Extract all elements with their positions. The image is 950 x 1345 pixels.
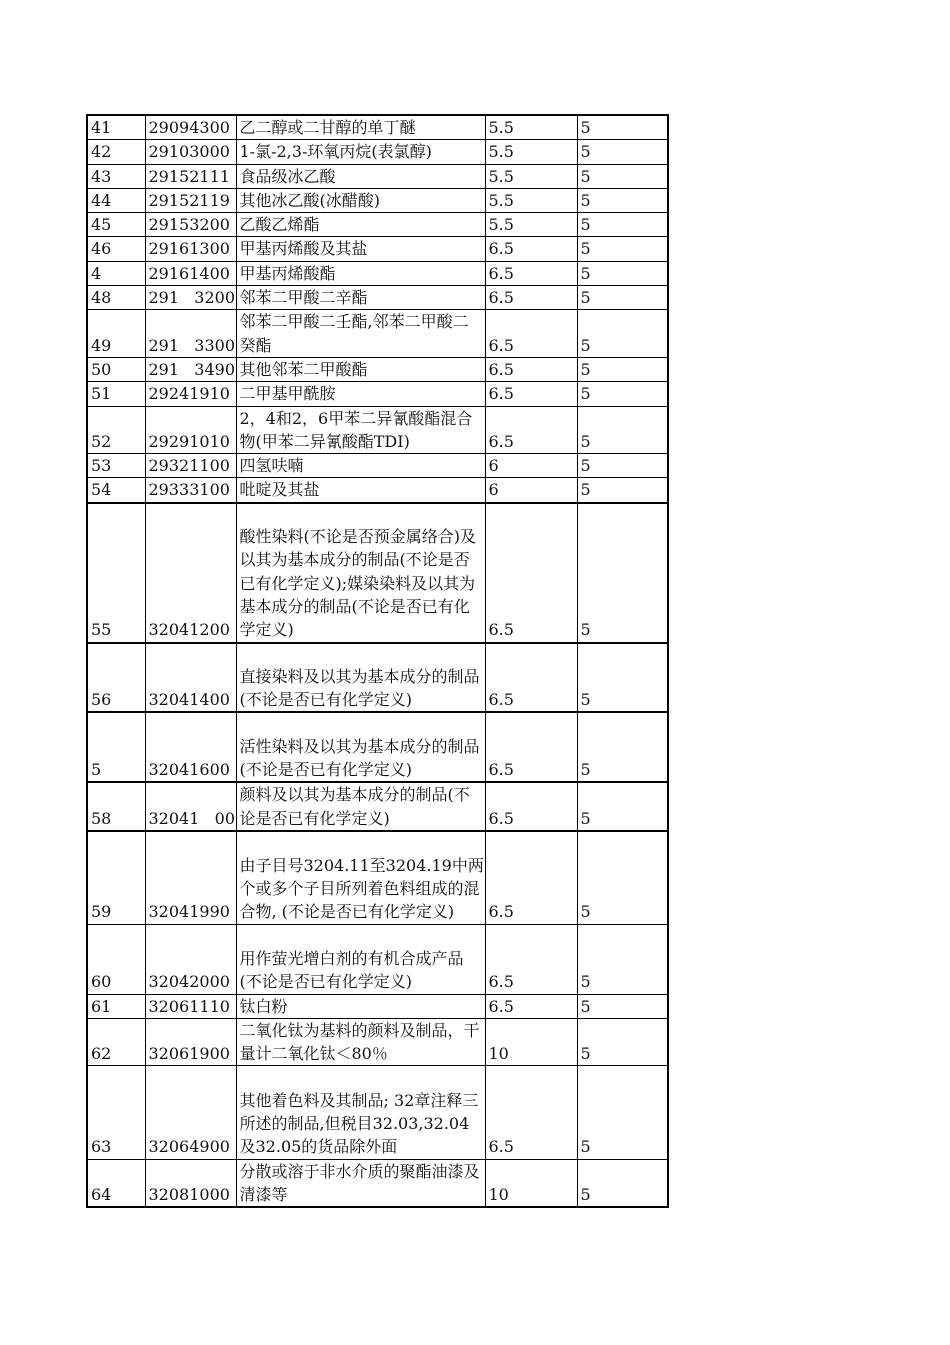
rate2-cell: 5 [577,994,668,1018]
rate-cell: 6.5 [485,406,577,454]
rate-cell: 6 [485,478,577,503]
table-row [87,782,668,831]
rate2-cell: 5 [577,188,668,212]
row-number-cell: 60 [87,924,145,994]
table-row [87,286,668,310]
product-name-cell: 直接染料及以其为基本成分的制品(不论是否已有化学定义) [236,643,485,713]
hs-code-cell: 291 3200 [145,286,236,310]
rate-cell: 6.5 [485,643,577,713]
hs-code-cell: 32081000 [145,1159,236,1207]
rate2-cell: 5 [577,924,668,994]
hs-code-cell: 29161400 [145,261,236,285]
hs-code-cell: 29094300 [145,115,236,140]
row-number-cell: 41 [87,115,145,140]
product-name-cell: 钛白粉 [236,994,485,1018]
row-number-cell: 5 [87,712,145,782]
row-number-cell: 55 [87,503,145,643]
row-number-cell: 53 [87,454,145,478]
product-name-cell: 食品级冰乙酸 [236,164,485,188]
hs-code-cell: 29321100 [145,454,236,478]
rate-cell: 6.5 [485,924,577,994]
rate2-cell: 5 [577,503,668,643]
row-number-cell: 54 [87,478,145,503]
rate-cell: 5.5 [485,140,577,164]
hs-code-cell: 32061900 [145,1018,236,1066]
rate2-cell: 5 [577,357,668,381]
table-row [87,310,668,358]
hs-code-cell: 29103000 [145,140,236,164]
hs-code-cell: 29333100 [145,478,236,503]
table-row [87,357,668,381]
product-name-cell: 1-氯-2,3-环氧丙烷(表氯醇) [236,140,485,164]
rate2-cell: 5 [577,310,668,358]
rate2-cell: 5 [577,782,668,831]
product-name-cell: 其他着色料及其制品; 32章注释三所述的制品,但税目32.03,32.04及32.05的货品除外面 [236,1066,485,1159]
rate2-cell: 5 [577,261,668,285]
rate-cell: 6 [485,454,577,478]
product-name-cell: 二氧化钛为基料的颜料及制品，干量计二氧化钛＜80％ [236,1018,485,1066]
hs-code-cell: 29152111 [145,164,236,188]
row-number-cell: 52 [87,406,145,454]
row-number-cell: 43 [87,164,145,188]
hs-code-cell: 32041200 [145,503,236,643]
table-row [87,237,668,261]
product-name-cell: 其他邻苯二甲酸酯 [236,357,485,381]
product-name-cell: 邻苯二甲酸二辛酯 [236,286,485,310]
table-row [87,188,668,212]
rate2-cell: 5 [577,643,668,713]
row-number-cell: 44 [87,188,145,212]
hs-code-cell: 32041400 [145,643,236,713]
rate2-cell: 5 [577,1159,668,1207]
product-name-cell: 乙酸乙烯酯 [236,213,485,237]
rate2-cell: 5 [577,164,668,188]
rate-cell: 5.5 [485,213,577,237]
row-number-cell: 56 [87,643,145,713]
product-name-cell: 分散或溶于非水介质的聚酯油漆及清漆等 [236,1159,485,1207]
product-name-cell: 由子目号3204.11至3204.19中两个或多个子目所列着色料组成的混合物, (不论是否已有化学定义) [236,831,485,924]
table-row [87,164,668,188]
row-number-cell: 58 [87,782,145,831]
tariff-table [86,114,669,1208]
table-row [87,831,668,924]
rate-cell: 6.5 [485,310,577,358]
rate-cell: 6.5 [485,357,577,381]
rate-cell: 6.5 [485,994,577,1018]
rate2-cell: 5 [577,286,668,310]
row-number-cell: 61 [87,994,145,1018]
product-name-cell: 四氢呋喃 [236,454,485,478]
rate-cell: 5.5 [485,115,577,140]
row-number-cell: 48 [87,286,145,310]
table-row [87,1018,668,1066]
row-number-cell: 46 [87,237,145,261]
table-row [87,643,668,713]
row-number-cell: 63 [87,1066,145,1159]
product-name-cell: 酸性染料(不论是否预金属络合)及以其为基本成分的制品(不论是否已有化学定义);媒染染料及以其为基本成分的制品(不论是否已有化学定义) [236,503,485,643]
product-name-cell: 颜料及以其为基本成分的制品(不论是否已有化学定义) [236,782,485,831]
rate-cell: 10 [485,1159,577,1207]
row-number-cell: 42 [87,140,145,164]
hs-code-cell: 29152119 [145,188,236,212]
table-row [87,261,668,285]
rate-cell: 6.5 [485,286,577,310]
product-name-cell: 乙二醇或二甘醇的单丁醚 [236,115,485,140]
table-body [87,115,668,1207]
hs-code-cell: 291 3300 [145,310,236,358]
hs-code-cell: 29153200 [145,213,236,237]
rate2-cell: 5 [577,213,668,237]
rate2-cell: 5 [577,454,668,478]
row-number-cell: 62 [87,1018,145,1066]
table-row [87,478,668,503]
row-number-cell: 4 [87,261,145,285]
rate-cell: 5.5 [485,188,577,212]
table-row [87,382,668,406]
rate-cell: 6.5 [485,782,577,831]
product-name-cell: 2，4和2，6甲苯二异氰酸酯混合物(甲苯二异氰酸酯TDI) [236,406,485,454]
product-name-cell: 用作萤光增白剂的有机合成产品(不论是否已有化学定义) [236,924,485,994]
row-number-cell: 51 [87,382,145,406]
rate-cell: 6.5 [485,831,577,924]
rate-cell: 6.5 [485,261,577,285]
rate-cell: 6.5 [485,237,577,261]
row-number-cell: 64 [87,1159,145,1207]
rate-cell: 6.5 [485,712,577,782]
rate-cell: 10 [485,1018,577,1066]
row-number-cell: 49 [87,310,145,358]
rate2-cell: 5 [577,406,668,454]
rate2-cell: 5 [577,382,668,406]
table-row [87,213,668,237]
rate2-cell: 5 [577,478,668,503]
table-row [87,503,668,643]
rate-cell: 6.5 [485,382,577,406]
row-number-cell: 45 [87,213,145,237]
table-row [87,406,668,454]
table-row [87,1159,668,1207]
rate2-cell: 5 [577,115,668,140]
rate2-cell: 5 [577,831,668,924]
product-name-cell: 甲基丙烯酸及其盐 [236,237,485,261]
product-name-cell: 其他冰乙酸(冰醋酸) [236,188,485,212]
table-row [87,712,668,782]
hs-code-cell: 29241910 [145,382,236,406]
product-name-cell: 甲基丙烯酸酯 [236,261,485,285]
rate2-cell: 5 [577,712,668,782]
hs-code-cell: 291 3490 [145,357,236,381]
row-number-cell: 50 [87,357,145,381]
product-name-cell: 吡啶及其盐 [236,478,485,503]
rate2-cell: 5 [577,140,668,164]
hs-code-cell: 32041990 [145,831,236,924]
table-row [87,994,668,1018]
rate2-cell: 5 [577,1066,668,1159]
hs-code-cell: 32064900 [145,1066,236,1159]
hs-code-cell: 29291010 [145,406,236,454]
rate-cell: 6.5 [485,503,577,643]
rate2-cell: 5 [577,237,668,261]
table-row [87,924,668,994]
product-name-cell: 二甲基甲酰胺 [236,382,485,406]
table-row [87,115,668,140]
product-name-cell: 邻苯二甲酸二壬酯,邻苯二甲酸二癸酯 [236,310,485,358]
hs-code-cell: 32041 00 [145,782,236,831]
hs-code-cell: 29161300 [145,237,236,261]
product-name-cell: 活性染料及以其为基本成分的制品(不论是否已有化学定义) [236,712,485,782]
hs-code-cell: 32061110 [145,994,236,1018]
hs-code-cell: 32042000 [145,924,236,994]
hs-code-cell: 32041600 [145,712,236,782]
table-row [87,1066,668,1159]
table-row [87,140,668,164]
table-row [87,454,668,478]
rate-cell: 6.5 [485,1066,577,1159]
row-number-cell: 59 [87,831,145,924]
rate2-cell: 5 [577,1018,668,1066]
rate-cell: 5.5 [485,164,577,188]
